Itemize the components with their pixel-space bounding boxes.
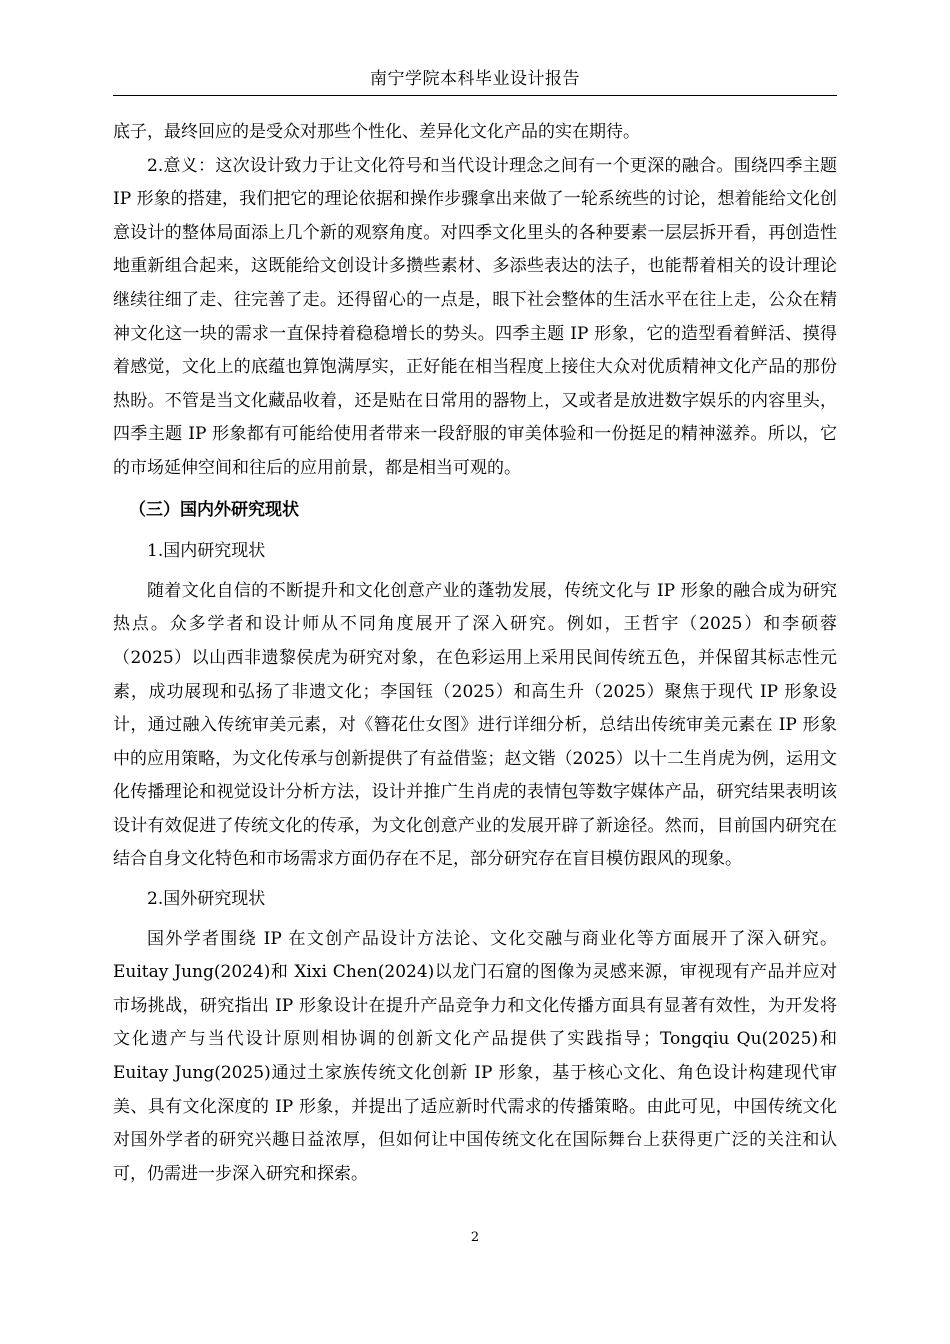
- page-number: 2: [470, 1230, 480, 1245]
- subheading-domestic-research: 1.国内研究现状: [147, 541, 266, 562]
- paragraph-significance: 2.意义：这次设计致力于让文化符号和当代设计理念之间有一个更深的融合。围绕四季主题 IP 形象的搭建，我们把它的理论依据和操作步骤拿出来做了一轮系统些的讨论，想着能给文化创意设计的整体局面添上几个新的观察角度。对四季文化里头的各种要素一层层拆开看，再创造性地重新组合起来，这既能给文创设计多攒些素材、多添些表达的法子，也能帮着相关的设计理论继续往细了走、往完善了走。还得留心的一点是，眼下社会整体的生活水平在往上走，公众在精神文化这一块的需求一直保持着稳稳增长的势头。四季主题 IP 形象，它的造型看着鲜活、摸得着感觉，文化上的底蕴也算饱满厚实，正好能在相当程度上接住大众对优质精神文化产品的那份热盼。不管是当文化藏品收着，还是贴在日常用的器物上，又或者是放进数字娱乐的内容里头，四季主题 IP 形象都有可能给使用者带来一段舒服的审美体验和一份挺足的精神滋养。所以，它的市场延伸空间和往后的应用前景，都是相当可观的。: [113, 155, 837, 478]
- paragraph-continuation: 底子，最终回应的是受众对那些个性化、差异化文化产品的实在期待。: [113, 122, 640, 142]
- paragraph-domestic-research: 随着文化自信的不断提升和文化创意产业的蓬勃发展，传统文化与 IP 形象的融合成为研究热点。众多学者和设计师从不同角度展开了深入研究。例如，王哲宇（2025）和李硕蓉（2025）以山西非遗黎侯虎为研究对象，在色彩运用上采用民间传统五色，并保留其标志性元素，成功展现和弘扬了非遗文化；李国钰（2025）和高生升（2025）聚焦于现代 IP 形象设计，通过融入传统审美元素，对《簪花仕女图》进行详细分析，总结出传统审美元素在 IP 形象中的应用策略，为文化传承与创新提供了有益借鉴；赵文锴（2025）以十二生肖虎为例，运用文化传播理论和视觉设计分析方法，设计并推广生肖虎的表情包等数字媒体产品，研究结果表明该设计有效促进了传统文化的传承，为文化创意产业的发展开辟了新途径。然而，目前国内研究在结合自身文化特色和市场需求方面仍存在不足，部分研究存在盲目模仿跟风的现象。: [113, 580, 837, 870]
- section-heading-research-status: （三）国内外研究现状: [129, 499, 299, 520]
- header-divider: [113, 95, 837, 96]
- page-header-title: 南宁学院本科毕业设计报告: [370, 69, 580, 89]
- paragraph-foreign-research: 国外学者围绕 IP 在文创产品设计方法论、文化交融与商业化等方面展开了深入研究。Euitay Jung(2024)和 Xixi Chen(2024)以龙门石窟的图像为灵感来源，审视现有产品并应对市场挑战，研究指出 IP 形象设计在提升产品竞争力和文化传播方面具有显著有效性，为开发将文化遗产与当代设计原则相协调的创新文化产品提供了实践指导；Tongqiu Qu(2025)和 Euitay Jung(2025)通过土家族传统文化创新 IP 形象，基于核心文化、角色设计构建现代审美、具有文化深度的 IP 形象，并提出了适应新时代需求的传播策略。由此可见，中国传统文化对国外学者的研究兴趣日益浓厚，但如何让中国传统文化在国际舞台上获得更广泛的关注和认可，仍需进一步深入研究和探索。: [113, 928, 837, 1184]
- document-body: [113, 116, 837, 1191]
- subheading-foreign-research: 2.国外研究现状: [147, 889, 266, 910]
